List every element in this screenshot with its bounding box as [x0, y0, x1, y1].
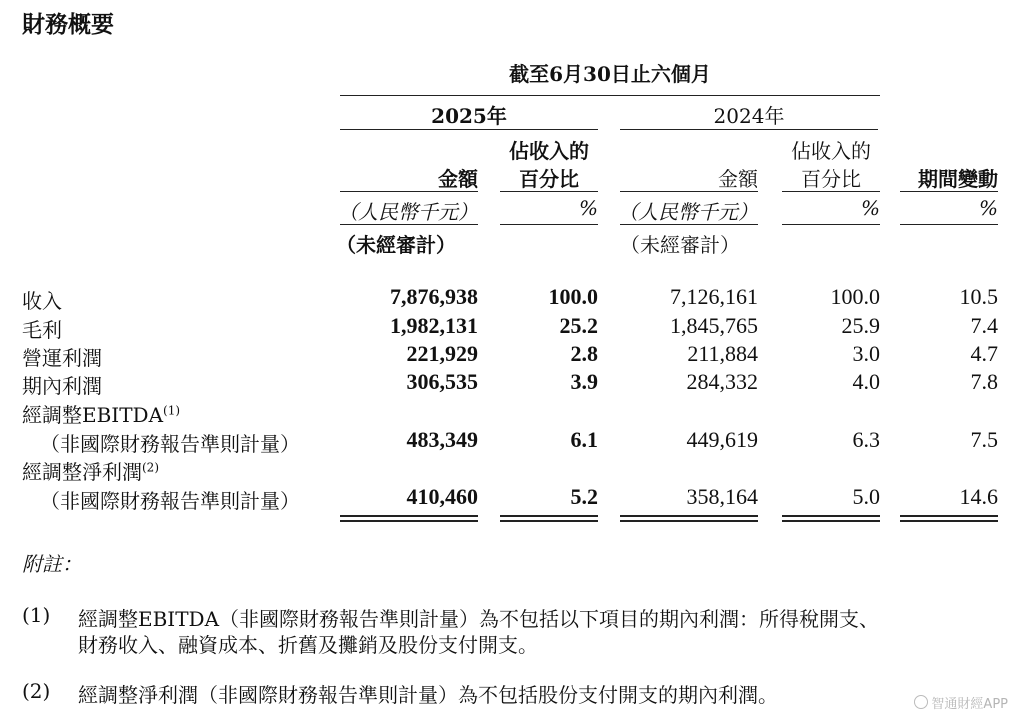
notes-heading: 附註：	[22, 552, 82, 576]
col-pct-2025-line2: 百分比	[519, 167, 579, 191]
row-label: 期內利潤	[22, 374, 102, 398]
value-2024: 284,332	[686, 369, 758, 394]
watermark-logo-icon	[914, 695, 928, 709]
double-rule-pct-2025	[500, 515, 598, 522]
value-2025: 410,460	[406, 484, 478, 509]
pct-2024: 25.9	[841, 313, 880, 338]
value-2024: 358,164	[686, 484, 758, 509]
double-rule-2025	[340, 515, 478, 522]
note-1-line-2: 財務收入、融資成本、折舊及攤銷及股份支付開支。	[78, 633, 538, 657]
row-label-sub: （非國際財務報告準則計量）	[40, 489, 300, 513]
period-header: 截至6月30日止六個月	[509, 62, 711, 86]
rule-unit-2025	[340, 224, 478, 225]
pct-2024: 6.3	[852, 427, 880, 452]
watermark-text: 智通財經APP	[931, 697, 1008, 712]
col-amount-2024: 金額	[718, 167, 758, 191]
rule-pct-2025	[500, 191, 598, 192]
change-value: 7.4	[970, 313, 998, 338]
change-value: 7.8	[970, 369, 998, 394]
watermark	[914, 693, 1008, 712]
change-value: 10.5	[959, 284, 998, 309]
unaudited-2024: （未經審計）	[620, 233, 740, 257]
col-change: 期間變動	[918, 167, 998, 191]
row-label-sub: （非國際財務報告準則計量）	[40, 432, 300, 456]
rule-amount-2025	[340, 191, 478, 192]
col-pct-2025-line1: 佔收入的	[509, 139, 589, 163]
col-pct-2024-line1: 佔收入的	[791, 139, 871, 163]
row-label	[22, 399, 180, 428]
pct-2025: 5.2	[570, 484, 598, 509]
value-2024: 449,619	[686, 427, 758, 452]
value-2025: 483,349	[406, 427, 478, 452]
page-title: 財務概要	[22, 11, 114, 38]
double-rule-2024	[620, 515, 758, 522]
pct-2024: 4.0	[852, 369, 880, 394]
value-2025: 221,929	[406, 341, 478, 366]
note-2-line-1: 經調整淨利潤（非國際財務報告準則計量）為不包括股份支付開支的期內利潤。	[78, 683, 778, 707]
value-2025: 7,876,938	[390, 284, 478, 309]
row-label-text: 經調整淨利潤	[22, 460, 142, 484]
pct-2024: 100.0	[830, 284, 880, 309]
row-label: 營運利潤	[22, 346, 102, 370]
row-label: 收入	[22, 289, 62, 313]
note-2-marker: (2)	[22, 679, 51, 703]
double-rule-change	[900, 515, 998, 522]
rule-unit-2024	[620, 224, 758, 225]
value-2025: 1,982,131	[390, 313, 478, 338]
pct-2024: 5.0	[852, 484, 880, 509]
rule-change	[900, 191, 998, 192]
pct-2025: 25.2	[559, 313, 598, 338]
pct-2025: 6.1	[570, 427, 598, 452]
row-label	[22, 456, 159, 485]
value-2025: 306,535	[406, 369, 478, 394]
row-label: 毛利	[22, 318, 62, 342]
unit-rmb-2025: （人民幣千元）	[338, 200, 478, 224]
period-rule	[340, 95, 880, 96]
rule-pct-2024	[782, 191, 880, 192]
year-2025-rule	[340, 129, 598, 130]
row-label-text: 經調整EBITDA	[22, 403, 164, 427]
rule-amount-2024	[620, 191, 758, 192]
pct-2025: 2.8	[570, 341, 598, 366]
unit-pct-2024: %	[860, 196, 880, 220]
value-2024: 7,126,161	[670, 284, 758, 309]
change-value: 7.5	[970, 427, 998, 452]
change-value: 14.6	[959, 484, 998, 509]
change-value: 4.7	[970, 341, 998, 366]
footnote-ref: (2)	[142, 460, 159, 475]
rule-unit-pct-2024	[782, 224, 880, 225]
pct-2025: 3.9	[570, 369, 598, 394]
value-2024: 1,845,765	[670, 313, 758, 338]
unit-rmb-2024: （人民幣千元）	[618, 200, 758, 224]
unit-pct-change: %	[978, 196, 998, 220]
pct-2024: 3.0	[852, 341, 880, 366]
year-2024-rule	[620, 129, 878, 130]
note-1-line-1: 經調整EBITDA（非國際財務報告準則計量）為不包括以下項目的期內利潤：所得稅開支、	[78, 607, 880, 631]
col-pct-2024-line2: 百分比	[801, 167, 861, 191]
footnote-ref: (1)	[163, 403, 181, 418]
double-rule-pct-2024	[782, 515, 880, 522]
value-2024: 211,884	[687, 341, 758, 366]
note-1-marker: (1)	[22, 603, 51, 627]
unaudited-2025: （未經審計）	[336, 233, 456, 257]
unit-pct-2025: %	[578, 196, 598, 220]
year-2024-header: 2024年	[713, 104, 785, 128]
year-2025-header: 2025年	[431, 104, 507, 128]
rule-unit-pct-2025	[500, 224, 598, 225]
col-amount-2025: 金額	[438, 167, 478, 191]
pct-2025: 100.0	[548, 284, 598, 309]
rule-unit-change	[900, 224, 998, 225]
